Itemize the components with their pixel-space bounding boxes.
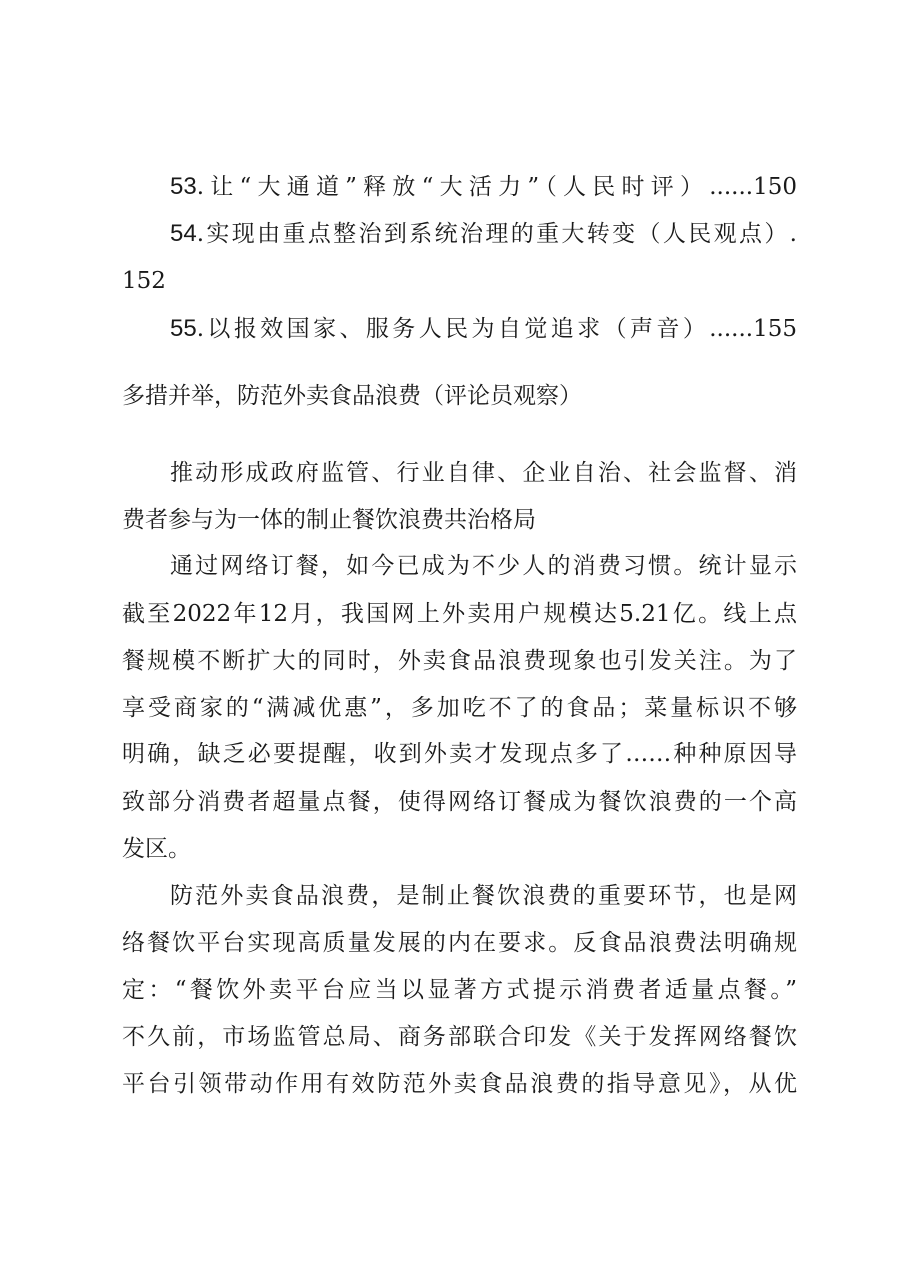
toc-item-text: .以报效国家、服务人民为自觉追求（声音）......155 xyxy=(196,316,797,342)
toc-item-number: 55 xyxy=(170,315,197,342)
toc-item-number: 54 xyxy=(170,220,197,247)
paragraph-line: 定：“餐饮外卖平台应当以显著方式提示消费者适量点餐。” xyxy=(122,977,797,1003)
paragraph-line: 明确，缺乏必要提醒，收到外卖才发现点多了……种种原因导 xyxy=(122,741,797,767)
toc-item-number: 53 xyxy=(170,173,197,200)
toc-item-54[interactable] xyxy=(170,222,797,246)
paragraph-line: 发区。 xyxy=(122,836,191,862)
paragraph-line: 餐规模不断扩大的同时，外卖食品浪费现象也引发关注。为了 xyxy=(122,648,797,674)
paragraph-line: 截至2022年12月，我国网上外卖用户规模达5.21亿。线上点 xyxy=(122,601,797,627)
paragraph-line: 享受商家的“满减优惠”，多加吃不了的食品；菜量标识不够 xyxy=(122,695,797,721)
toc-item-55[interactable] xyxy=(170,317,797,341)
paragraph-line: 络餐饮平台实现高质量发展的内在要求。反食品浪费法明确规 xyxy=(122,930,797,956)
paragraph-line: 平台引领带动作用有效防范外卖食品浪费的指导意见》，从优 xyxy=(122,1071,797,1097)
paragraph-line: 通过网络订餐，如今已成为不少人的消费习惯。统计显示 xyxy=(170,553,797,579)
toc-item-text: .实现由重点整治到系统治理的重大转变（人民观点）. xyxy=(196,221,797,247)
toc-item-text: .让“大通道”释放“大活力”（人民时评）......150 xyxy=(196,174,797,200)
toc-item-54-page[interactable]: 152 xyxy=(122,268,166,294)
paragraph-line: 不久前，市场监管总局、商务部联合印发《关于发挥网络餐饮 xyxy=(122,1024,797,1050)
toc-item-53[interactable] xyxy=(170,175,797,199)
article-subtitle-line: 推动形成政府监管、行业自律、企业自治、社会监督、消 xyxy=(170,460,797,486)
article-subtitle-line: 费者参与为一体的制止餐饮浪费共治格局 xyxy=(122,507,536,533)
article-title: 多措并举，防范外卖食品浪费（评论员观察） xyxy=(122,383,582,409)
paragraph-line: 防范外卖食品浪费，是制止餐饮浪费的重要环节，也是网 xyxy=(170,883,797,909)
paragraph-line: 致部分消费者超量点餐，使得网络订餐成为餐饮浪费的一个高 xyxy=(122,789,797,815)
